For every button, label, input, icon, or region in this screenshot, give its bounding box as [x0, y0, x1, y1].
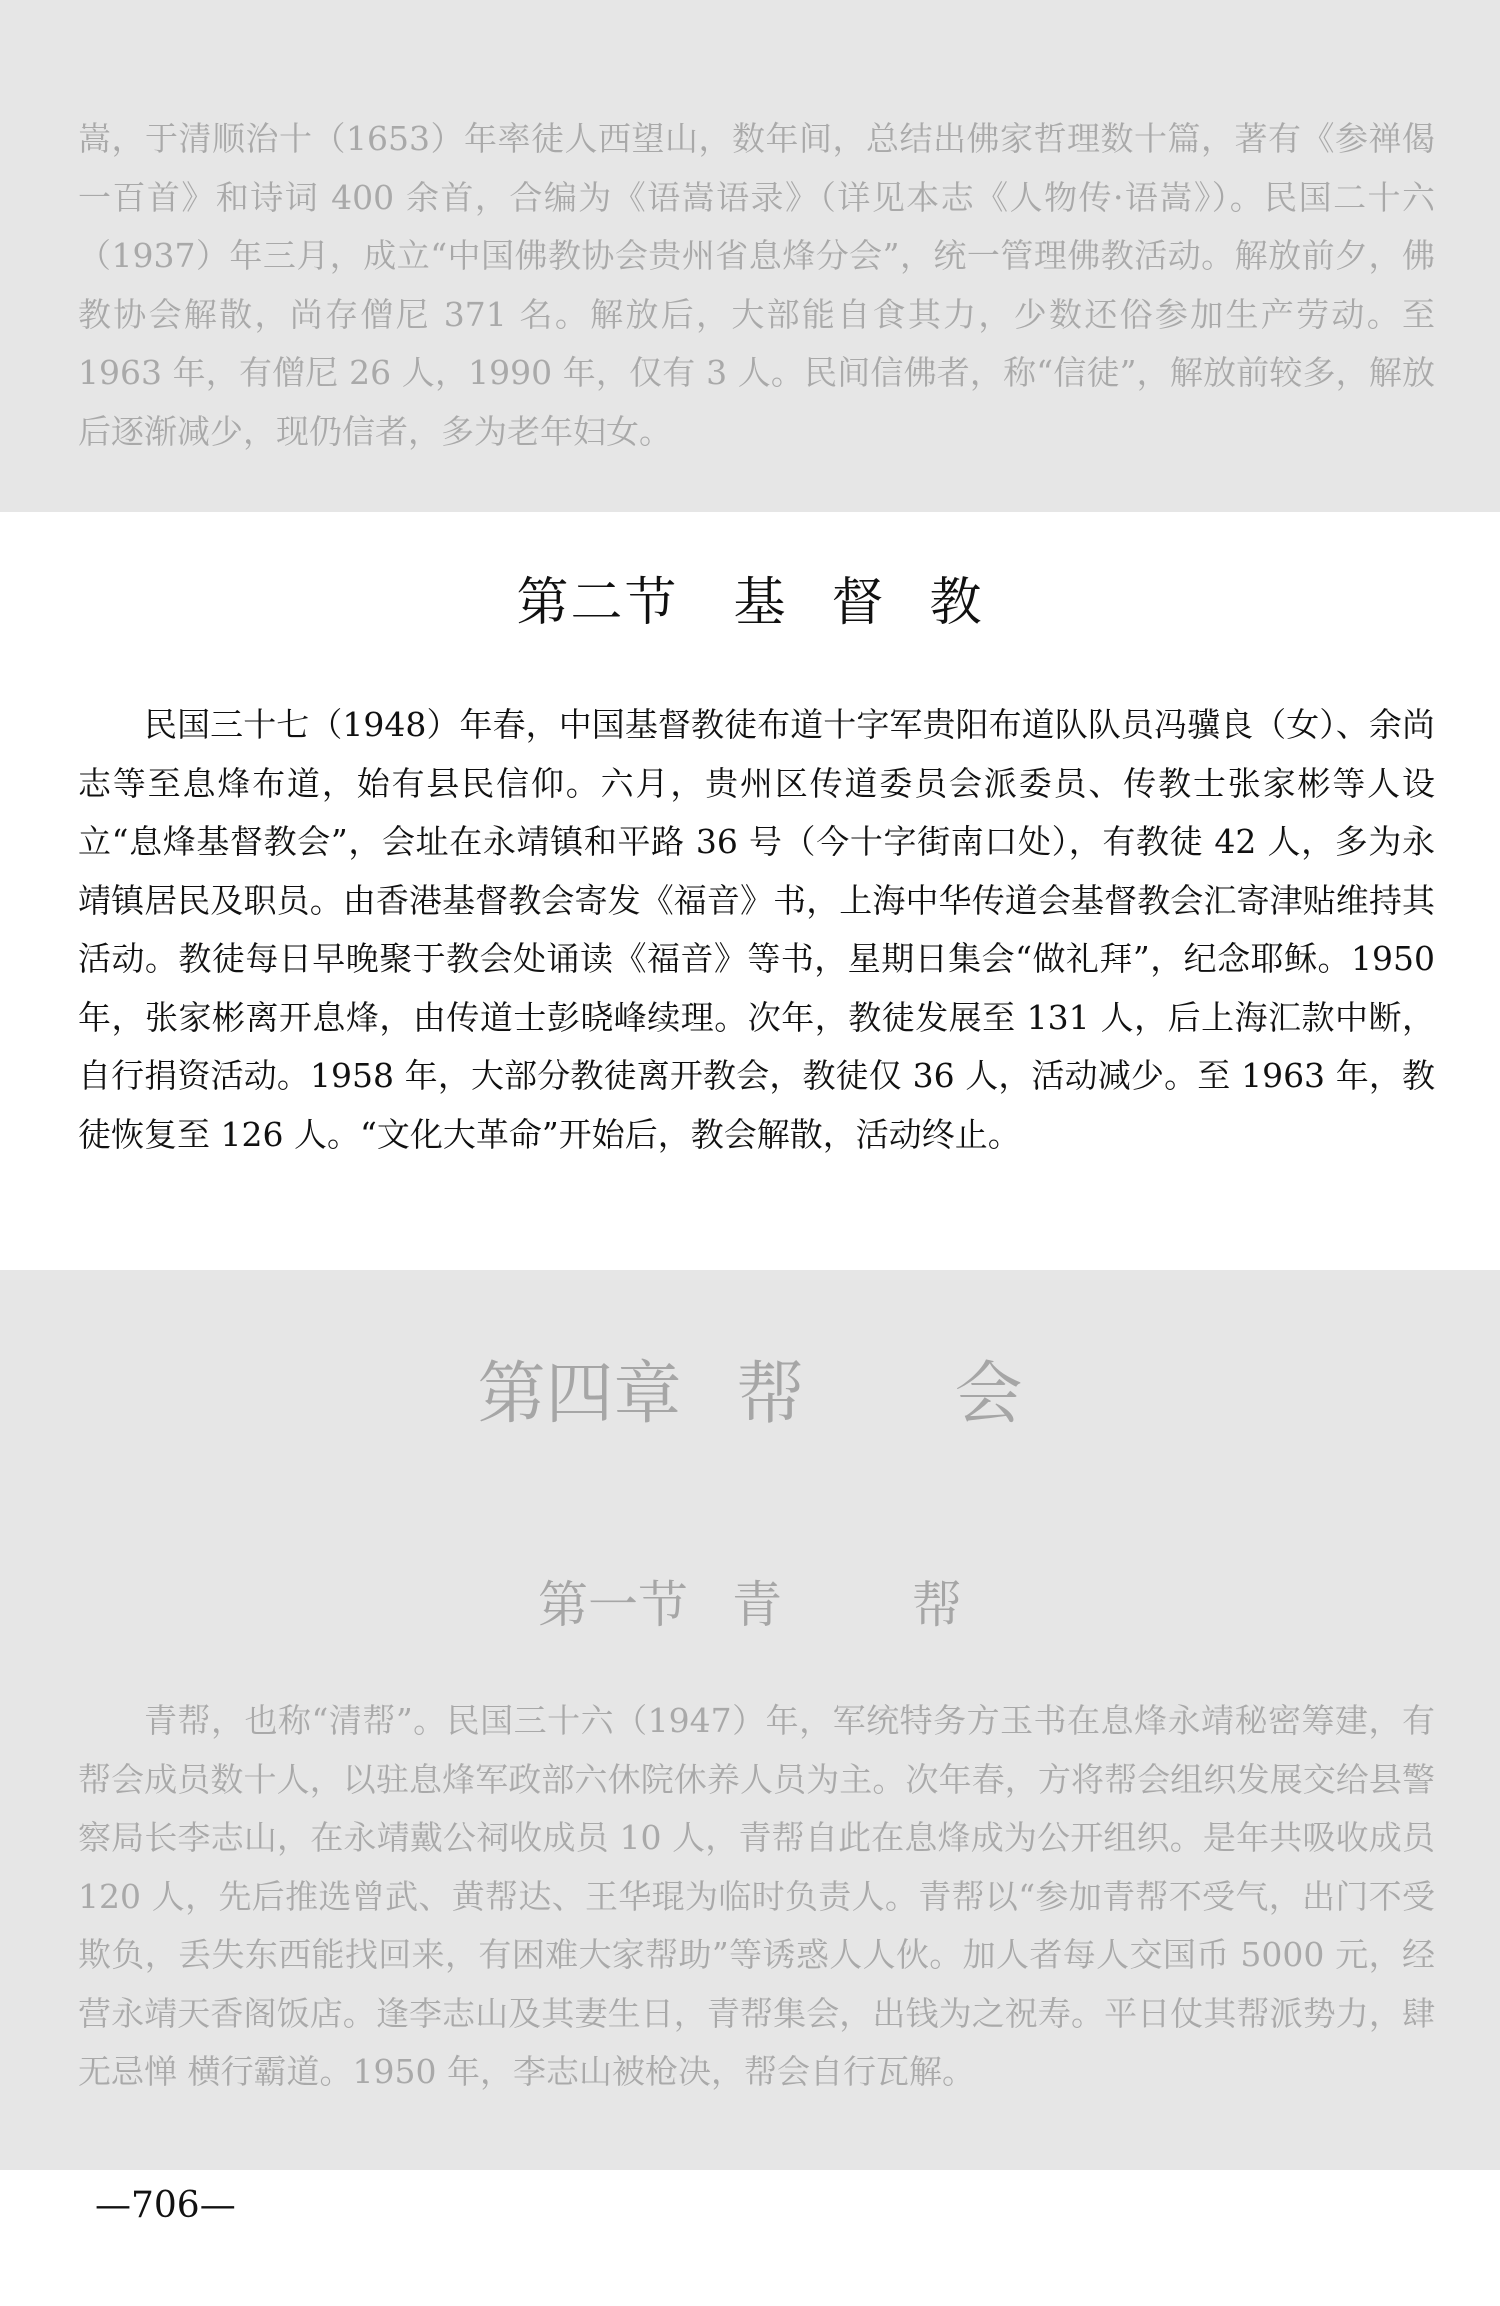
- chapter4-title-char1: 帮: [736, 1355, 805, 1434]
- section1-title-number: 第一节: [538, 1576, 688, 1634]
- chapter4-title-number: 第四章: [477, 1355, 682, 1434]
- green-gang-paragraph: 青帮，也称“清帮”。民国三十六（1947）年，军统特务方玉书在息烽永靖秘密筹建，有帮会成员数十人，以驻息烽军政部六休院休养人员为主。次年春，方将帮会组织发展交给县警察局长李志山，在永靖戴公祠收成员 10 人，青帮自此在息烽成为公开组织。是年共吸收成员 120 人，先后推选曾武、黄帮达、王华琨为临时负责人。青帮以“参加青帮不受气，出门不受欺负，丢失东西能找回来，有困难大家帮助”等诱惑人人伙。加人者每人交国币 5000 元，经营永靖天香阁饭店。逢李志山及其妻生日，青帮集会，出钱为之祝寿。平日仗其帮派势力，肆无忌惮 横行霸道。1950 年，李志山被枪决，帮会自行瓦解。: [78, 1701, 1435, 2091]
- section1-title: [0, 1565, 1500, 1637]
- section2-title-number: 第二节: [516, 573, 679, 633]
- section2-title-char1: 基: [733, 573, 788, 633]
- section2-title-char3: 教: [929, 573, 984, 633]
- christianity-paragraph: 民国三十七（1948）年春，中国基督教徒布道十字军贵阳布道队队员冯骥良（女）、余尚志等至息烽布道，始有县民信仰。六月，贵州区传道委员会派委员、传教士张家彬等人设立“息烽基督教会”，会址在永靖镇和平路 36 号（今十字街南口处），有教徒 42 人，多为永靖镇居民及职员。由香港基督教会寄发《福音》书，上海中华传道会基督教会汇寄津贴维持其活动。教徒每日早晚聚于教会处诵读《福音》等书，星期日集会“做礼拜”，纪念耶稣。1950 年，张家彬离开息烽，由传道士彭晓峰续理。次年，教徒发展至 131 人，后上海汇款中断，自行捐资活动。1958 年，大部分教徒离开教会，教徒仅 36 人，活动减少。至 1963 年，教徒恢复至 126 人。“文化大革命”开始后，教会解散，活动终止。: [78, 705, 1435, 1154]
- chapter4-title: [0, 1340, 1500, 1437]
- section2-title-char2: 督: [831, 573, 886, 633]
- buddhism-continuation-paragraph: 嵩，于清顺治十（1653）年率徒人西望山，数年间，总结出佛家哲理数十篇，著有《参禅偈一百首》和诗词 400 余首，合编为《语嵩语录》（详见本志《人物传·语嵩》）。民国二十六（1937）年三月，成立“中国佛教协会贵州省息烽分会”，统一管理佛教活动。解放前夕，佛教协会解散，尚存僧尼 371 名。解放后，大部能自食其力，少数还俗参加生产劳动。至 1963 年，有僧尼 26 人，1990 年，仅有 3 人。民间信佛者，称“信徒”，解放前较多，解放后逐渐减少，现仍信者，多为老年妇女。: [78, 119, 1435, 451]
- page-number: —706—: [95, 2185, 236, 2226]
- chapter4-title-char2: 会: [954, 1355, 1023, 1434]
- section2-title: [0, 560, 1500, 635]
- section1-title-char2: 帮: [912, 1576, 962, 1634]
- section1-title-char1: 青: [732, 1576, 782, 1634]
